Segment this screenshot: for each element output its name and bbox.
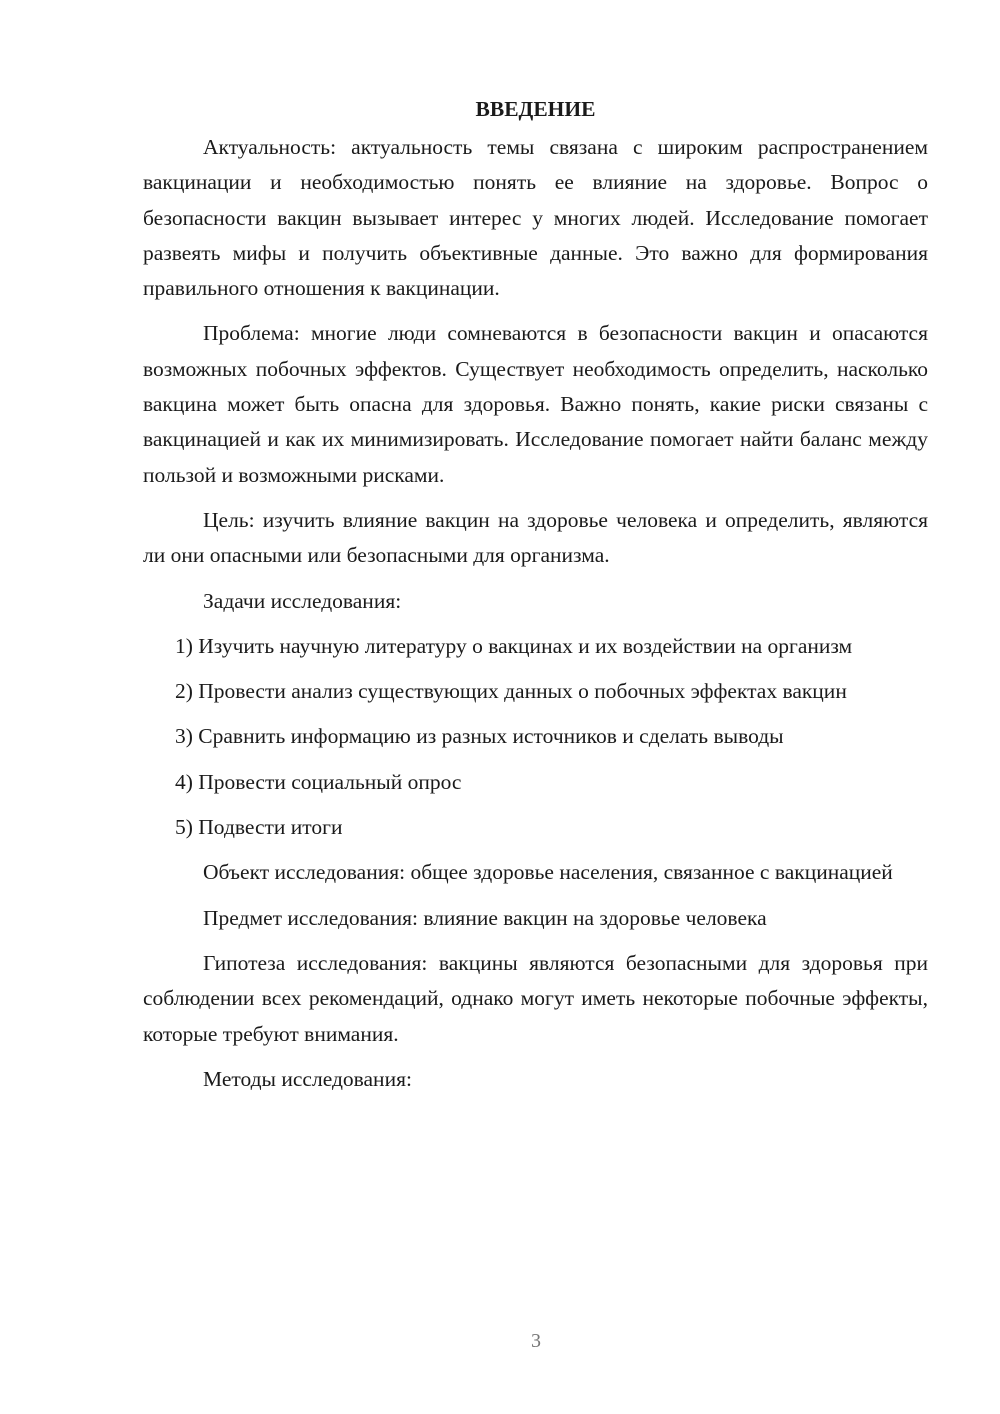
task-item: 3) Сравнить информацию из разных источников и сделать выводы: [175, 724, 784, 749]
object-paragraph: Объект исследования: общее здоровье населения, связанное с вакцинацией: [203, 860, 893, 885]
task-item: 4) Провести социальный опрос: [175, 769, 462, 794]
methods-title: Методы исследования:: [203, 1066, 412, 1091]
task-item: 2) Провести анализ существующих данных о побочных эффектах вакцин: [175, 679, 847, 704]
task-item: 1) Изучить научную литературу о вакцинах и их воздействии на организм: [175, 633, 853, 658]
document-page: [143, 92, 928, 1097]
section-heading: ВВЕДЕНИЕ: [475, 97, 596, 121]
relevance-paragraph: Актуальность: актуальность темы связана с широким распространением вакцинации и необходимостью понять ее влияние на здоровье. Вопрос о безопасности вакцин вызывает интерес у многих людей. Исследование помогает развеять мифы и получить объективные данные. Это важно для формирования правильного отношения к вакцинации.: [143, 135, 928, 301]
tasks-title: Задачи исследования:: [203, 588, 402, 613]
problem-paragraph: Проблема: многие люди сомневаются в безопасности вакцин и опасаются возможных побочных эффектов. Существует необходимость определить, насколько вакцина может быть опасна для здоровья. Важно понять, какие риски связаны с вакцинацией и как их минимизировать. Исследование помогает найти баланс между пользой и возможными рисками.: [143, 321, 928, 487]
hypothesis-paragraph: Гипотеза исследования: вакцины являются безопасными для здоровья при соблюдении всех рекомендаций, однако могут иметь некоторые побочные эффекты, которые требуют внимания.: [143, 950, 928, 1046]
subject-paragraph: Предмет исследования: влияние вакцин на здоровье человека: [203, 905, 767, 930]
page-number: 3: [531, 1330, 541, 1352]
task-item: 5) Подвести итоги: [175, 815, 343, 840]
goal-paragraph: Цель: изучить влияние вакцин на здоровье человека и определить, являются ли они опасными или безопасными для организма.: [143, 507, 928, 568]
